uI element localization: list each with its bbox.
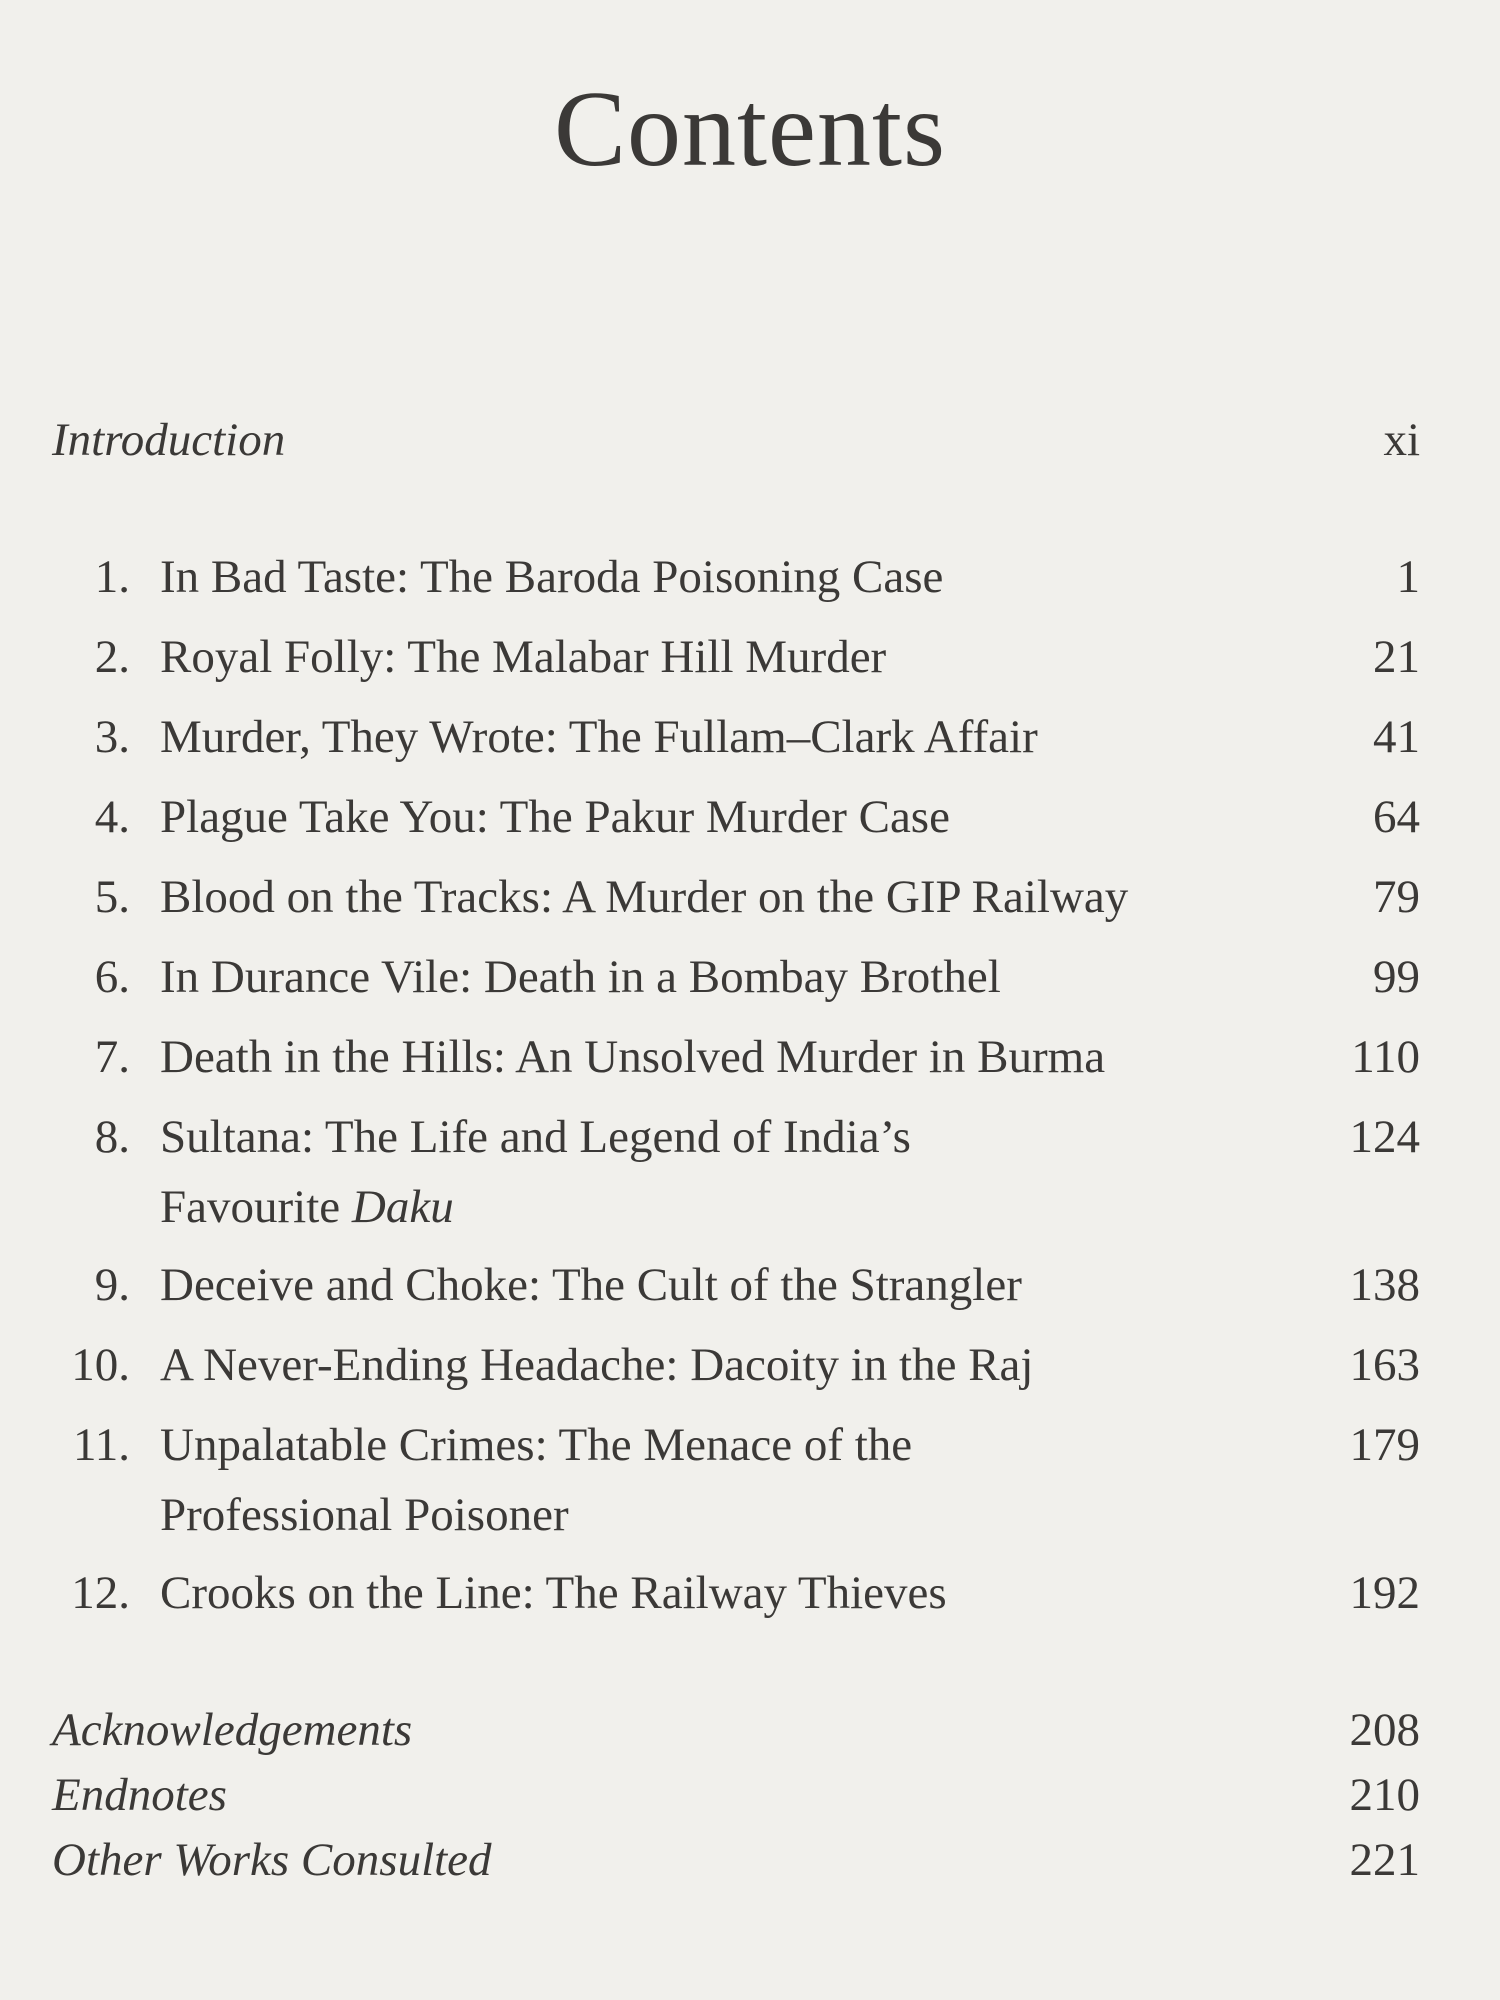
chapter-title: In Durance Vile: Death in a Bombay Brothel — [160, 951, 1001, 1003]
toc-entry-title: Endnotes — [52, 1769, 227, 1821]
toc-entry-title: Introduction — [52, 414, 286, 466]
chapter-page: 124 — [1349, 1111, 1420, 1163]
chapter-page: 99 — [1373, 951, 1420, 1003]
toc-entry-page: 208 — [1349, 1704, 1420, 1756]
page-title: Contents — [553, 70, 946, 189]
chapter-page: 110 — [1351, 1031, 1420, 1083]
chapter-title-line-2 — [160, 1172, 1240, 1242]
chapter-title-line-2-italic: Daku — [351, 1181, 454, 1233]
chapter-title: Plague Take You: The Pakur Murder Case — [160, 791, 950, 843]
chapter-title: Blood on the Tracks: A Murder on the GIP Railway — [160, 871, 1129, 923]
chapter-page: 64 — [1373, 791, 1420, 843]
chapter-page: 179 — [1349, 1419, 1420, 1471]
toc-entry-title: Acknowledgements — [52, 1704, 413, 1756]
chapter-number: 3. — [94, 711, 130, 763]
chapter-title — [160, 1410, 1240, 1550]
chapter-number: 1. — [94, 551, 130, 603]
chapter-number: 9. — [94, 1259, 130, 1311]
chapter-title: Death in the Hills: An Unsolved Murder in Burma — [160, 1031, 1106, 1083]
chapter-page: 21 — [1373, 631, 1420, 683]
chapter-title: In Bad Taste: The Baroda Poisoning Case — [160, 551, 944, 603]
chapter-title-line-1: Unpalatable Crimes: The Menace of the — [160, 1419, 913, 1471]
chapter-number: 2. — [94, 631, 130, 683]
chapter-number: 5. — [94, 871, 130, 923]
chapter-page: 163 — [1349, 1339, 1420, 1391]
chapter-page: 1 — [1396, 551, 1420, 603]
toc-entry-title: Other Works Consulted — [52, 1834, 492, 1886]
chapter-page: 192 — [1349, 1567, 1420, 1619]
chapter-number: 6. — [94, 951, 130, 1003]
toc-entry-page: 210 — [1349, 1769, 1420, 1821]
chapter-number: 10. — [71, 1339, 130, 1391]
chapter-title: A Never-Ending Headache: Dacoity in the Raj — [160, 1339, 1034, 1391]
chapter-number: 8. — [94, 1111, 130, 1163]
chapter-title: Royal Folly: The Malabar Hill Murder — [160, 631, 887, 683]
chapter-page: 79 — [1373, 871, 1420, 923]
chapter-title-line-2-text: Favourite — [160, 1181, 352, 1233]
toc-entry-page: 221 — [1349, 1834, 1420, 1886]
chapter-title-line-1: Sultana: The Life and Legend of India’s — [160, 1111, 911, 1163]
chapter-page: 41 — [1373, 711, 1420, 763]
chapter-title — [160, 1102, 1240, 1242]
chapter-page: 138 — [1349, 1259, 1420, 1311]
chapter-title: Murder, They Wrote: The Fullam–Clark Affair — [160, 711, 1038, 763]
chapter-number: 11. — [72, 1419, 130, 1471]
chapter-title: Deceive and Choke: The Cult of the Strangler — [160, 1259, 1022, 1311]
chapter-number: 7. — [94, 1031, 130, 1083]
toc-entry-page: xi — [1383, 414, 1420, 466]
chapter-number: 4. — [94, 791, 130, 843]
chapter-number: 12. — [71, 1567, 130, 1619]
chapter-title-line-2: Professional Poisoner — [160, 1489, 569, 1541]
chapter-title: Crooks on the Line: The Railway Thieves — [160, 1567, 947, 1619]
